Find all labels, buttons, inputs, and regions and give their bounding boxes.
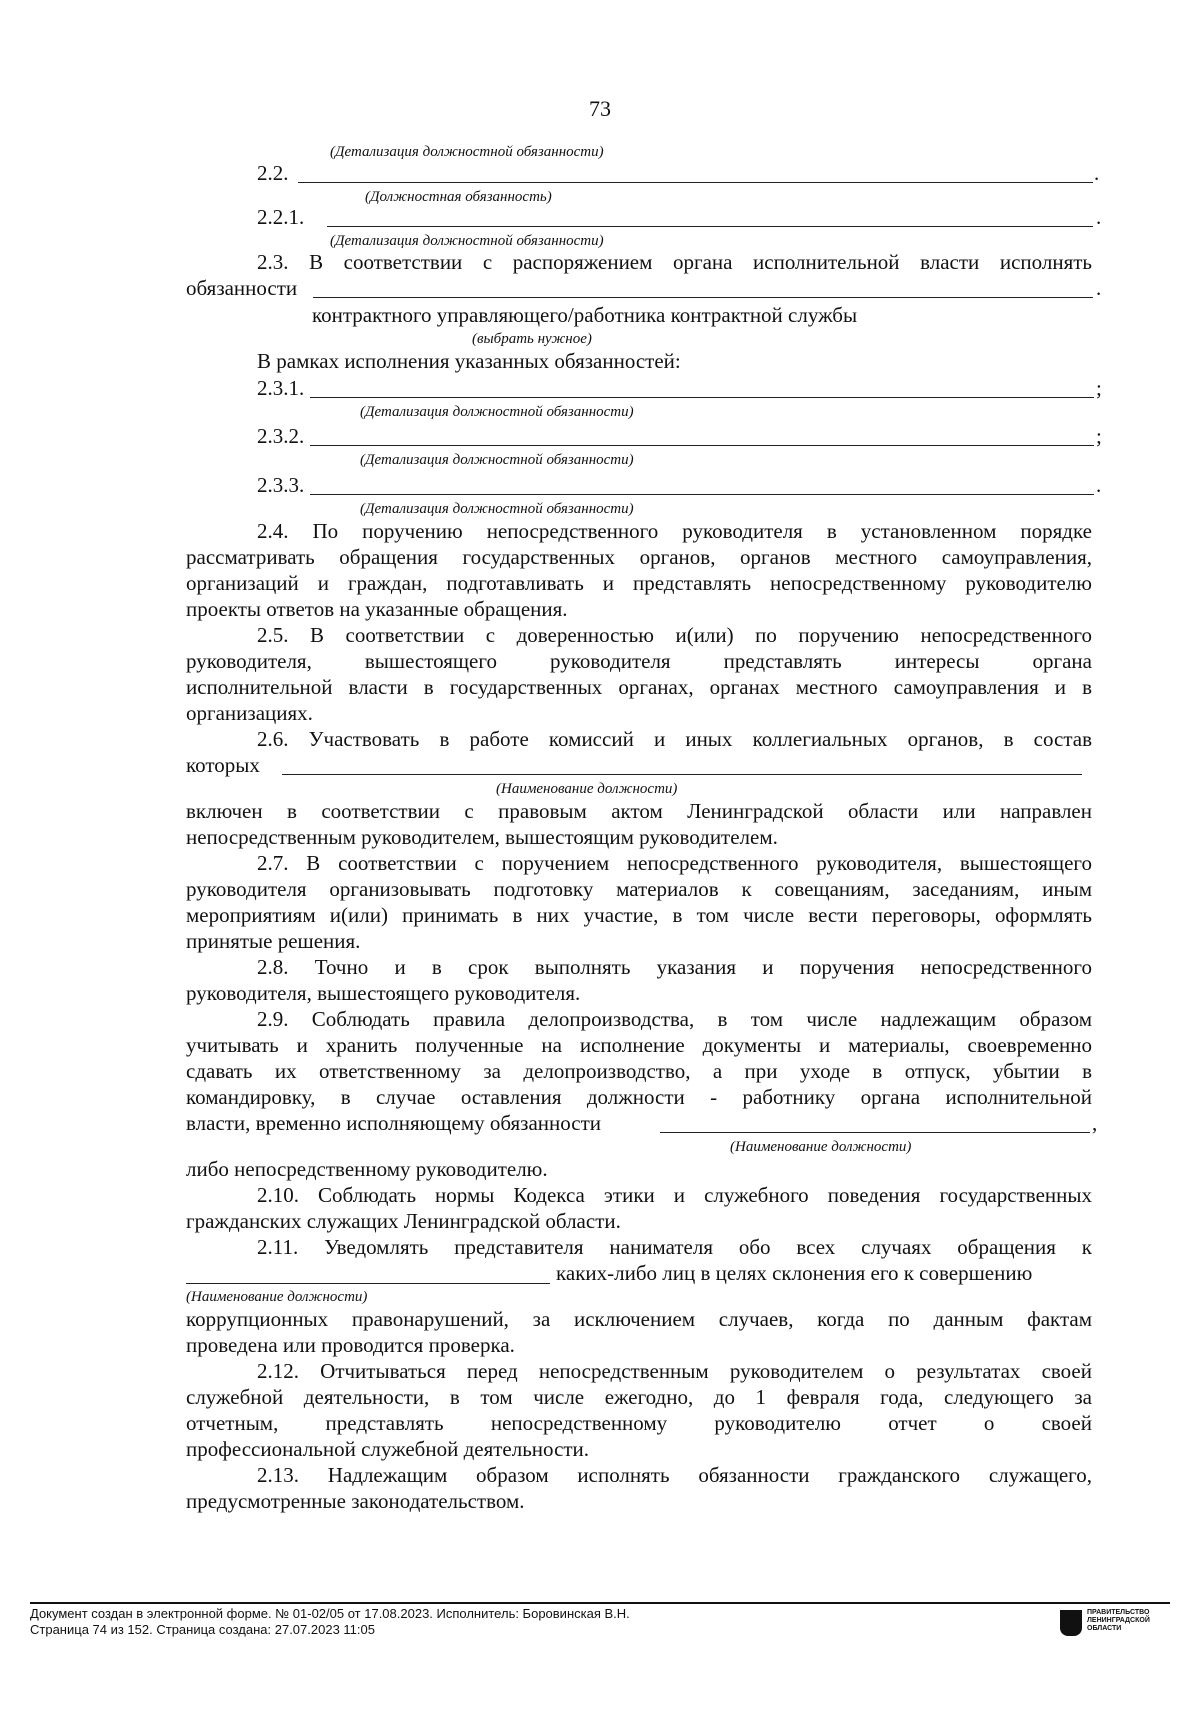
blank-line <box>313 297 1093 298</box>
blank-line <box>310 397 1094 398</box>
item-number: 2.3.2. <box>257 424 305 448</box>
coat-of-arms-icon <box>1060 1610 1082 1636</box>
blank-line <box>310 494 1094 495</box>
logo-line: ПРАВИТЕЛЬСТВО <box>1087 1609 1150 1616</box>
paragraph-line: каких-либо лиц в целях склонения его к совершению <box>556 1261 1033 1285</box>
blank-line <box>298 182 1093 183</box>
field-hint: (Наименование должности) <box>730 1139 912 1155</box>
field-hint: (Наименование должности) <box>496 781 678 797</box>
footer-document-info: Документ создан в электронной форме. № 01-02/05 от 17.08.2023. Исполнитель: Боровинская В.Н. <box>30 1606 630 1621</box>
field-hint: (Детализация должностной обязанности) <box>360 404 634 420</box>
blank-line <box>327 226 1093 227</box>
paragraph-line: служебной деятельности, в том числе ежегодно, до 1 февраля года, следующего за <box>186 1385 1092 1409</box>
paragraph-line: обязанности <box>186 276 298 300</box>
field-hint: (выбрать нужное) <box>472 331 592 347</box>
paragraph-line: 2.10. Соблюдать нормы Кодекса этики и служебного поведения государственных <box>257 1183 1092 1207</box>
paragraph-line: сдавать их ответственному за делопроизводство, а при уходе в отпуск, убытии в <box>186 1059 1092 1083</box>
field-hint: (Должностная обязанность) <box>365 189 552 205</box>
logo-line: ЛЕНИНГРАДСКОЙ <box>1087 1617 1150 1624</box>
blank-line <box>660 1132 1090 1133</box>
paragraph-line: коррупционных правонарушений, за исключением случаев, когда по данным фактам <box>186 1307 1092 1331</box>
punctuation: . <box>1096 276 1102 300</box>
paragraph-line: В рамках исполнения указанных обязанностей: <box>257 349 681 373</box>
paragraph-line: 2.6. Участвовать в работе комиссий и иных коллегиальных органов, в состав <box>257 727 1092 751</box>
footer-page-info: Страница 74 из 152. Страница создана: 27.07.2023 11:05 <box>30 1622 375 1637</box>
paragraph-line: 2.3. В соответствии с распоряжением органа исполнительной власти исполнять <box>257 250 1092 274</box>
paragraph-line: проекты ответов на указанные обращения. <box>186 597 568 621</box>
paragraph-line: отчетным, представлять непосредственному руководителю отчет о своей <box>186 1411 1092 1435</box>
logo-line: ОБЛАСТИ <box>1087 1625 1122 1632</box>
paragraph-line: принятые решения. <box>186 929 361 953</box>
item-number: 2.3.3. <box>257 473 305 497</box>
paragraph-line: предусмотренные законодательством. <box>186 1489 525 1513</box>
field-value: контрактного управляющего/работника контрактной службы <box>312 303 858 327</box>
paragraph-line: исполнительной власти в государственных органах, органах местного самоуправления и в <box>186 675 1092 699</box>
paragraph-line: 2.8. Точно и в срок выполнять указания и поручения непосредственного <box>257 955 1092 979</box>
paragraph-line: руководителя, вышестоящего руководителя представлять интересы органа <box>186 649 1092 673</box>
paragraph-line: мероприятиям и(или) принимать в них участие, в том числе вести переговоры, оформлять <box>186 903 1092 927</box>
paragraph-line: включен в соответствии с правовым актом Ленинградской области или направлен <box>186 799 1092 823</box>
footer-divider <box>30 1602 1170 1604</box>
paragraph-line: 2.9. Соблюдать правила делопроизводства, в том числе надлежащим образом <box>257 1007 1092 1031</box>
field-hint: (Наименование должности) <box>186 1289 368 1305</box>
paragraph-line: 2.12. Отчитываться перед непосредственным руководителем о результатах своей <box>257 1359 1092 1383</box>
paragraph-line: организаций и граждан, подготавливать и представлять непосредственному руководителю <box>186 571 1092 595</box>
punctuation: ; <box>1096 424 1102 448</box>
field-hint: (Детализация должностной обязанности) <box>330 233 604 249</box>
blank-line <box>186 1283 550 1284</box>
document-footer <box>30 1606 630 1638</box>
punctuation: , <box>1092 1111 1098 1135</box>
paragraph-line: рассматривать обращения государственных органов, органов местного самоуправления, <box>186 545 1092 569</box>
paragraph-line: которых <box>186 753 260 777</box>
paragraph-line: профессиональной служебной деятельности. <box>186 1437 590 1461</box>
field-hint: (Детализация должностной обязанности) <box>330 144 604 160</box>
paragraph-line: 2.4. По поручению непосредственного руководителя в установленном порядке <box>257 519 1092 543</box>
paragraph-line: 2.13. Надлежащим образом исполнять обязанности гражданского служащего, <box>257 1463 1092 1487</box>
paragraph-line: учитывать и хранить полученные на исполнение документы и материалы, своевременно <box>186 1033 1092 1057</box>
logo-text <box>1087 1609 1150 1633</box>
item-number: 2.2.1. <box>257 205 305 229</box>
field-hint: (Детализация должностной обязанности) <box>360 452 634 468</box>
paragraph-line: либо непосредственному руководителю. <box>186 1157 548 1181</box>
government-logo <box>1060 1608 1180 1638</box>
item-number: 2.2. <box>257 161 289 185</box>
blank-line <box>310 445 1094 446</box>
paragraph-line: проведена или проводится проверка. <box>186 1333 515 1357</box>
punctuation: . <box>1094 161 1100 185</box>
paragraph-line: непосредственным руководителем, вышестоящим руководителем. <box>186 825 778 849</box>
paragraph-line: руководителя организовывать подготовку материалов к совещаниям, заседаниям, иным <box>186 877 1092 901</box>
paragraph-line: командировку, в случае оставления должности - работнику органа исполнительной <box>186 1085 1092 1109</box>
paragraph-line: 2.7. В соответствии с поручением непосредственного руководителя, вышестоящего <box>257 851 1092 875</box>
page-number: 73 <box>589 96 611 121</box>
blank-line <box>282 774 1082 775</box>
punctuation: . <box>1096 205 1102 229</box>
paragraph-line: руководителя, вышестоящего руководителя. <box>186 981 581 1005</box>
field-hint: (Детализация должностной обязанности) <box>360 501 634 517</box>
item-number: 2.3.1. <box>257 376 305 400</box>
paragraph-line: организациях. <box>186 701 313 725</box>
punctuation: . <box>1096 473 1102 497</box>
paragraph-line: власти, временно исполняющему обязанности <box>186 1111 602 1135</box>
punctuation: ; <box>1096 376 1102 400</box>
paragraph-line: 2.11. Уведомлять представителя нанимателя обо всех случаях обращения к <box>257 1235 1092 1259</box>
paragraph-line: гражданских служащих Ленинградской области. <box>186 1209 621 1233</box>
paragraph-line: 2.5. В соответствии с доверенностью и(или) по поручению непосредственного <box>257 623 1092 647</box>
